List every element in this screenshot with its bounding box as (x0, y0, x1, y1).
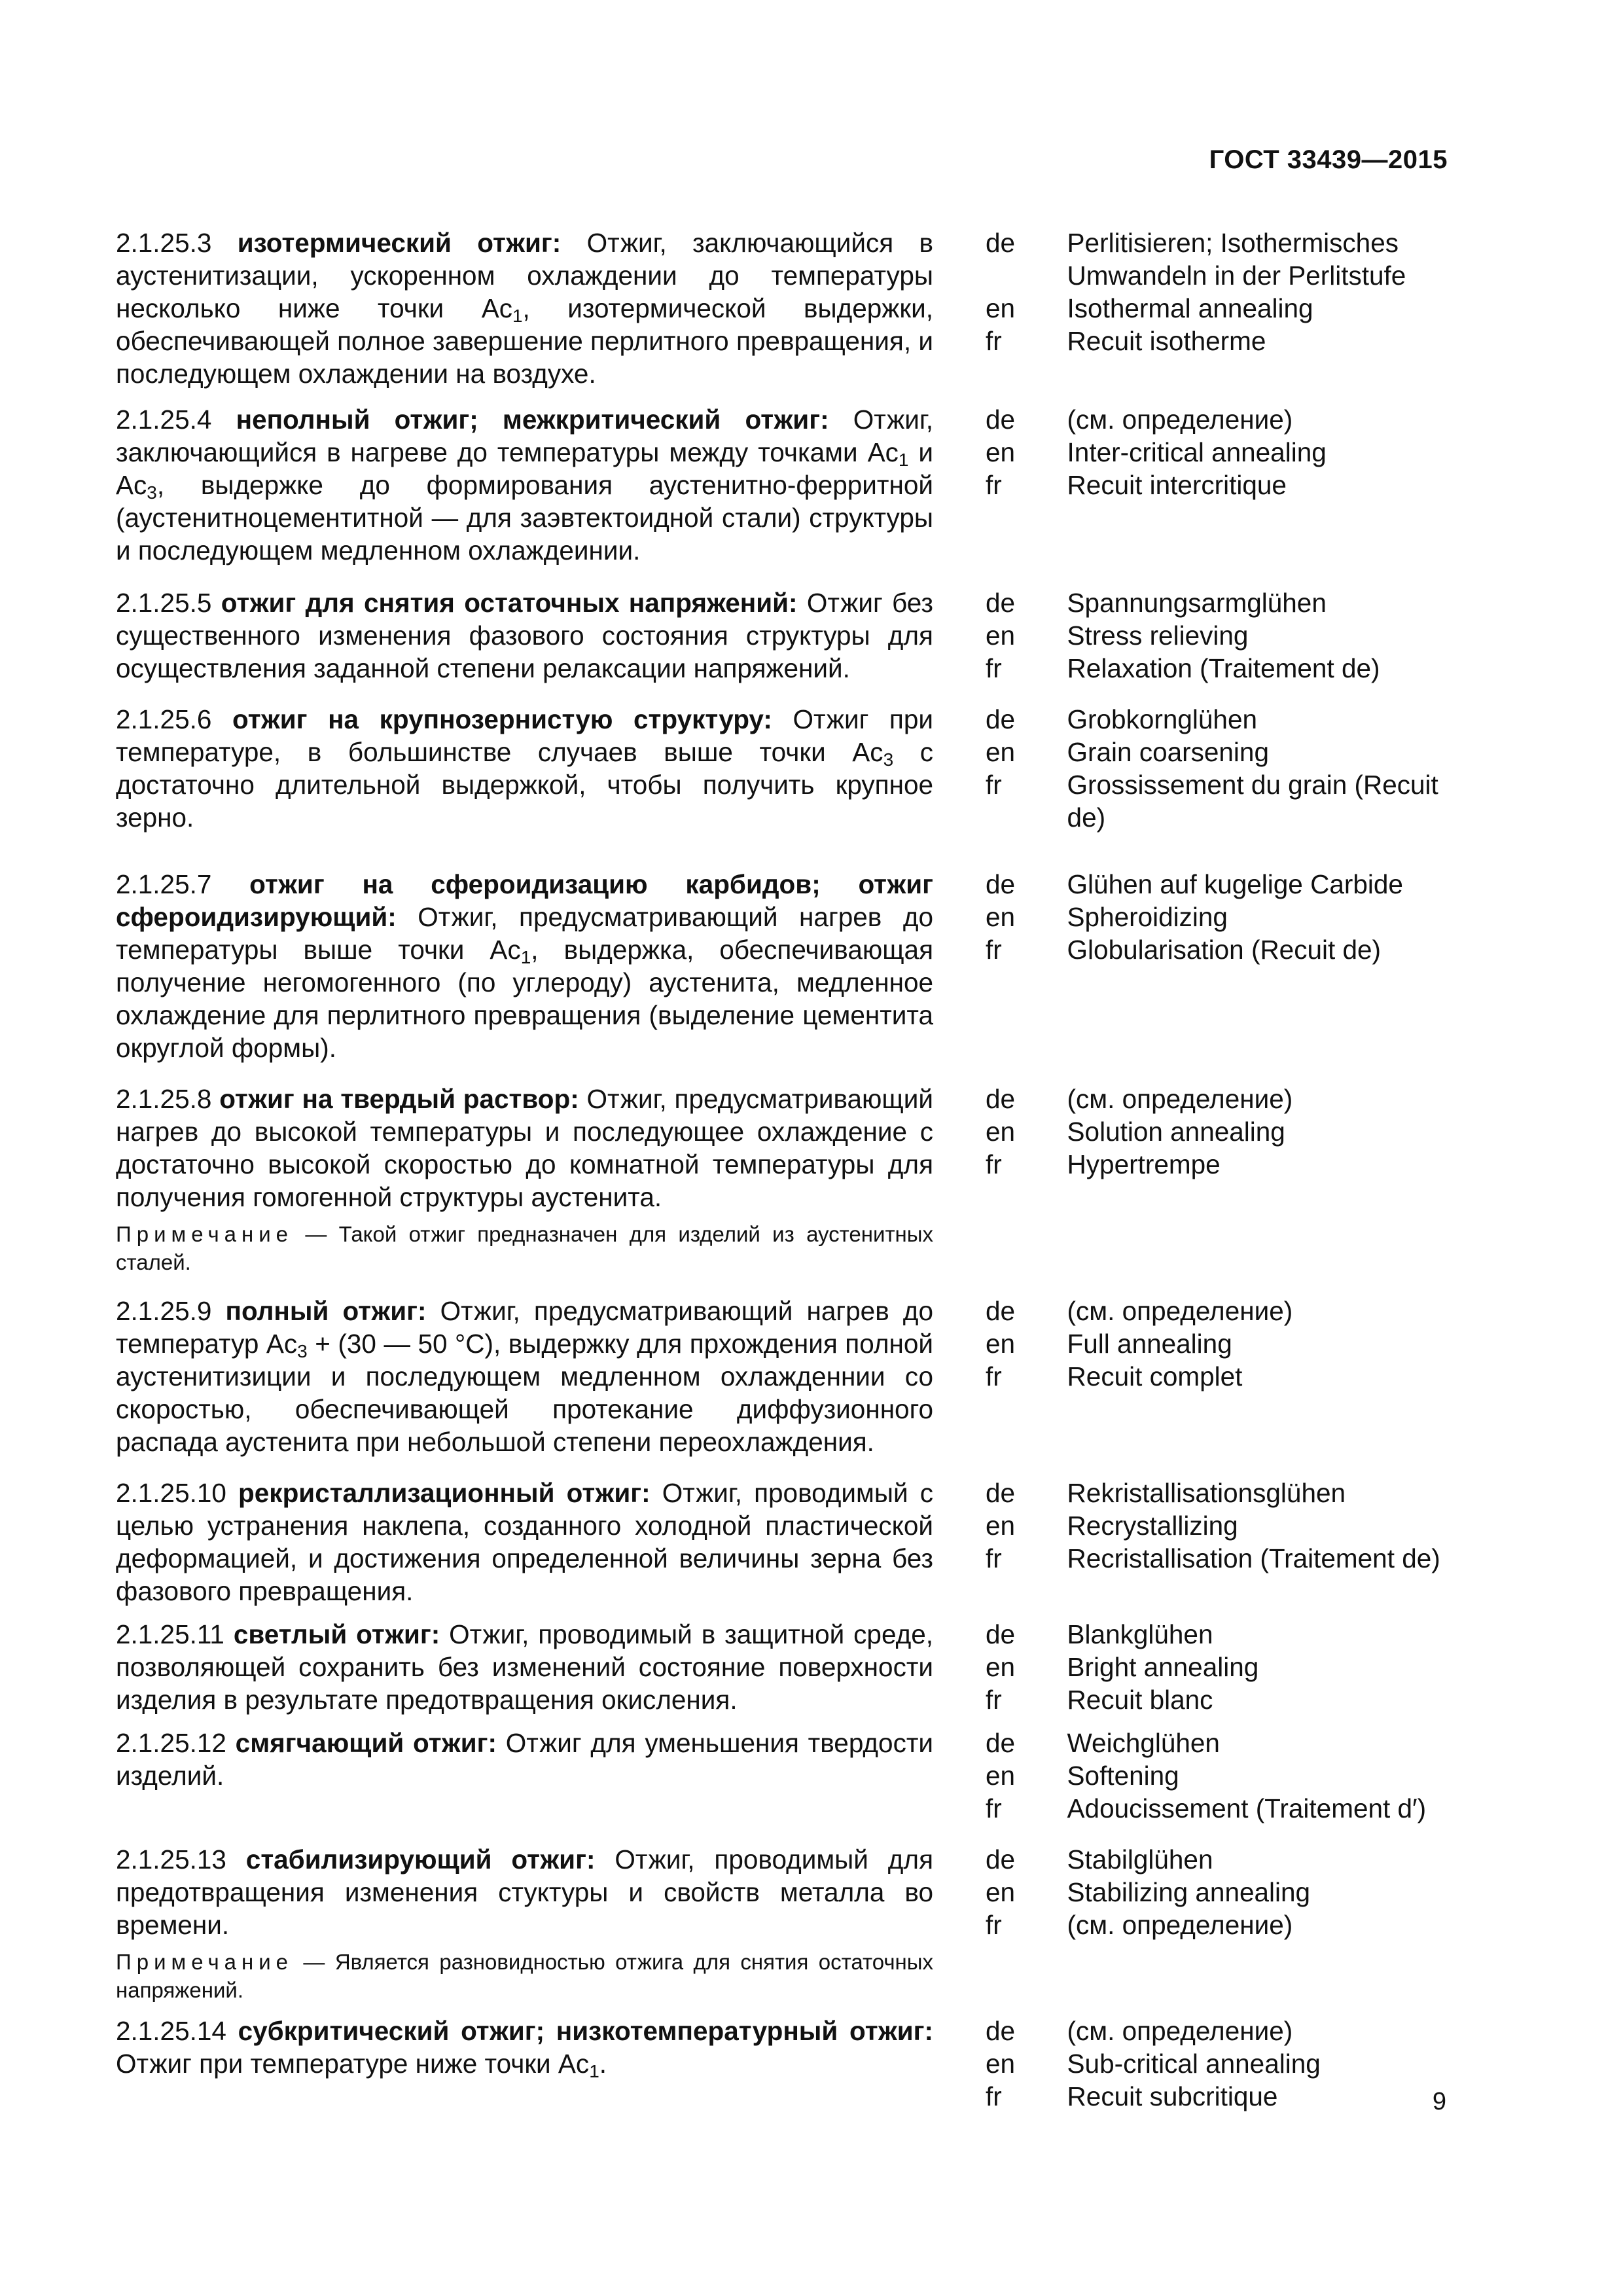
foreign-equivalents (1067, 586, 1444, 685)
language-code: fr (986, 1685, 1002, 1715)
equivalent-term: Grobkornglühen (1067, 704, 1257, 734)
note (116, 1948, 933, 2004)
term-entry-2-1-25-4 (116, 403, 1444, 567)
language-code: en (986, 1117, 1016, 1147)
language-codes (986, 703, 1041, 801)
language-codes (986, 1295, 1041, 1393)
entry-number: 2.1.25.9 (116, 1296, 212, 1326)
language-code: de (986, 1296, 1016, 1326)
equivalent-term: Stabilizing annealing (1067, 1877, 1311, 1907)
definition-text: Отжиг, предусматривающий нагрев до температуры выше точки Ac (116, 902, 933, 965)
language-code: fr (986, 1793, 1002, 1823)
equivalent-term: (см. определение) (1067, 404, 1293, 435)
equivalent-term: Spheroidizing (1067, 902, 1228, 932)
entry-number: 2.1.25.5 (116, 588, 212, 618)
foreign-equivalents (1067, 868, 1444, 966)
equivalent-term: (см. определение) (1067, 1084, 1293, 1114)
equivalent-term: Softening (1067, 1761, 1179, 1791)
equivalent-term: Globularisation (Recuit de) (1067, 935, 1382, 965)
subscript: 3 (147, 482, 157, 503)
language-code: de (986, 404, 1016, 435)
term-name: субкритический отжиг; низкотемпературный отжиг: (238, 2016, 933, 2046)
language-codes (986, 586, 1041, 685)
equivalent-term: Adoucissement (Traitement d′) (1067, 1793, 1427, 1823)
definition-text: Отжиг, заключающийся в аустенитизации, ускоренном охлаждении до температуры несколько ниже точки Ac (116, 228, 933, 323)
term-entry-2-1-25-12 (116, 1727, 1444, 1825)
subscript: 1 (589, 2061, 599, 2081)
equivalent-term: Spannungsarmglühen (1067, 588, 1327, 618)
term-entry-2-1-25-3 (116, 226, 1444, 390)
language-code: de (986, 1844, 1016, 1874)
definition (116, 1843, 933, 2004)
definition (116, 2015, 933, 2080)
language-code: en (986, 902, 1016, 932)
subscript: 1 (520, 947, 531, 967)
definition-text: с достаточно длительной выдержкой, чтобы получить крупное зерно. (116, 737, 933, 833)
language-codes (986, 403, 1041, 501)
equivalent-term: (см. определение) (1067, 1296, 1293, 1326)
definition (116, 868, 933, 1064)
language-code: de (986, 869, 1016, 899)
language-code: de (986, 588, 1016, 618)
language-code: de (986, 1084, 1016, 1114)
equivalent-term: Relaxation (Traitement de) (1067, 653, 1380, 683)
definition-text: Отжиг без существенного изменения фазового состояния структуры для осуществления заданной степени релаксации напряжений. (116, 588, 933, 683)
term-name: смягчающий отжиг: (235, 1728, 497, 1758)
language-code: fr (986, 1543, 1002, 1573)
foreign-equivalents (1067, 1295, 1444, 1393)
language-code: en (986, 1511, 1016, 1541)
entry-number: 2.1.25.11 (116, 1619, 224, 1649)
language-code: en (986, 737, 1016, 767)
equivalent-term: Recuit isotherme (1067, 326, 1266, 356)
definition-text: Отжиг, проводимый в защитной среде, позволяющей сохранить без изменений состояние поверхности изделия в результате предотвращения окисления. (116, 1619, 933, 1715)
note-text: — Такой отжиг предназначен для изделий из аустенитных сталей. (116, 1222, 933, 1274)
language-code: en (986, 2049, 1016, 2079)
language-code: fr (986, 326, 1002, 356)
term-entry-2-1-25-6 (116, 703, 1444, 834)
equivalent-term: Perlitisieren; Isothermisches (1067, 228, 1399, 258)
foreign-equivalents (1067, 226, 1444, 357)
language-code: en (986, 1652, 1016, 1682)
subscript: 3 (297, 1341, 308, 1361)
term-entry-2-1-25-13 (116, 1843, 1444, 2004)
foreign-equivalents (1067, 2015, 1444, 2113)
note-label: Примечание (116, 1950, 294, 1974)
term-entries (116, 226, 1444, 2113)
equivalent-term: Full annealing (1067, 1329, 1232, 1359)
foreign-equivalents (1067, 403, 1444, 501)
equivalent-term: Umwandeln in der Perlitstufe (1067, 260, 1406, 291)
note (116, 1220, 933, 1276)
language-code: de (986, 1619, 1016, 1649)
equivalent-term: (см. определение) (1067, 1910, 1293, 1940)
note-text: — Является разновидностью отжига для снятия остаточных напряжений. (116, 1950, 933, 2002)
entry-number: 2.1.25.4 (116, 404, 212, 435)
definition (116, 403, 933, 567)
entry-number: 2.1.25.8 (116, 1084, 212, 1114)
language-code: de (986, 228, 1016, 258)
entry-number: 2.1.25.13 (116, 1844, 226, 1874)
language-codes (986, 1618, 1041, 1716)
language-codes (986, 1477, 1041, 1575)
language-codes (986, 1727, 1041, 1825)
definition (116, 1477, 933, 1607)
term-name: полный отжиг: (225, 1296, 427, 1326)
term-name: рекристаллизационный отжиг: (238, 1478, 651, 1508)
definition-text: Отжиг для уменьшения твердости изделий. (116, 1728, 933, 1791)
language-code: fr (986, 470, 1002, 500)
entry-number: 2.1.25.14 (116, 2016, 226, 2046)
term-entry-2-1-25-9 (116, 1295, 1444, 1458)
note-label: Примечание (116, 1222, 294, 1246)
term-entry-2-1-25-11 (116, 1618, 1444, 1716)
document-header: ГОСТ 33439—2015 (1209, 145, 1448, 174)
definition (116, 1083, 933, 1276)
language-code: de (986, 2016, 1016, 2046)
term-name: стабилизирующий отжиг: (245, 1844, 596, 1874)
entry-number: 2.1.25.7 (116, 869, 212, 899)
equivalent-term: Bright annealing (1067, 1652, 1259, 1682)
language-codes (986, 226, 1041, 357)
equivalent-term: (см. определение) (1067, 2016, 1293, 2046)
language-code: fr (986, 935, 1002, 965)
definition-text: Отжиг, предусматривающий нагрев до высокой температуры и последующее охлаждение с достаточно высокой скоростью до комнатной температуры для получения гомогенной структуры аустенита. (116, 1084, 933, 1212)
language-codes (986, 1843, 1041, 1941)
language-code: fr (986, 770, 1002, 800)
language-codes (986, 2015, 1041, 2113)
term-name: неполный отжиг; межкритический отжиг: (236, 404, 829, 435)
equivalent-term: Recuit intercritique (1067, 470, 1287, 500)
definition-text: . (599, 2049, 607, 2079)
equivalent-term: Sub-critical annealing (1067, 2049, 1321, 2079)
term-name: светлый отжиг: (233, 1619, 440, 1649)
equivalent-term: Recristallisation (Traitement de) (1067, 1543, 1440, 1573)
language-code: de (986, 1478, 1016, 1508)
foreign-equivalents (1067, 1083, 1444, 1181)
language-code: fr (986, 1361, 1002, 1391)
term-entry-2-1-25-14 (116, 2015, 1444, 2113)
definition-text: + (30 — 50 °C), выдержку для прхождения полной аустенитизиции и последующем медленном охлажденнии со скоростью, обеспечивающей протекание диффузионного распада аустенита при небольшой степени переохлаждения. (116, 1329, 933, 1457)
definition-text: Отжиг при температуре ниже точки Ac (116, 2049, 590, 2079)
term-name: отжиг на крупнозернистую структуру: (232, 704, 772, 734)
term-name: отжиг на сфероидизацию карбидов; отжиг сфероидизирующий: (116, 869, 933, 932)
definition-text: Отжиг при температуре, в большинстве случаев выше точки Ac (116, 704, 934, 767)
definition-text: , выдержка, обеспечивающая получение негомогенного (по углероду) аустенита, медленное охлаждение для перлитного превращения (выделение цементита округлой формы). (116, 935, 933, 1063)
equivalent-term: Recuit complet (1067, 1361, 1243, 1391)
entry-number: 2.1.25.12 (116, 1728, 226, 1758)
subscript: 1 (512, 306, 523, 326)
language-code: en (986, 1329, 1016, 1359)
definition-text: , изотермической выдержки, обеспечивающей полное завершение перлитного превращения, и последующем охлаждении на воздухе. (116, 293, 933, 389)
equivalent-term: Glühen auf kugelige Carbide (1067, 869, 1403, 899)
definition (116, 1618, 933, 1716)
definition-text: , выдержке до формирования аустенитно-ферритной (аустенитноцементитной — для заэвтектоидной стали) структуры и последующем медленном охлаждеинии. (116, 470, 933, 565)
foreign-equivalents (1067, 1843, 1444, 1941)
equivalent-term: Grain coarsening (1067, 737, 1269, 767)
term-entry-2-1-25-10 (116, 1477, 1444, 1607)
language-codes (986, 868, 1041, 966)
definition (116, 1295, 933, 1458)
equivalent-term: Isothermal annealing (1067, 293, 1313, 323)
equivalent-term: Grossissement du grain (Recuit de) (1067, 770, 1438, 833)
page-number: 9 (1432, 2088, 1446, 2115)
language-codes (986, 1083, 1041, 1181)
definition (116, 226, 933, 390)
equivalent-term: Blankglühen (1067, 1619, 1213, 1649)
term-entry-2-1-25-8 (116, 1083, 1444, 1276)
entry-number: 2.1.25.3 (116, 228, 212, 258)
equivalent-term: Hypertrempe (1067, 1149, 1221, 1179)
language-code: de (986, 704, 1016, 734)
definition (116, 1727, 933, 1792)
foreign-equivalents (1067, 1618, 1444, 1716)
equivalent-term: Stress relieving (1067, 620, 1249, 651)
language-code (986, 259, 1041, 292)
subscript: 1 (898, 450, 909, 470)
language-code: fr (986, 1149, 1002, 1179)
equivalent-term: Inter-critical annealing (1067, 437, 1327, 467)
term-entry-2-1-25-5 (116, 586, 1444, 685)
definition-text: Отжиг, проводимый с целью устранения наклепа, созданного холодной пластической деформацией, и достижения определенной величины зерна без фазового превращения. (116, 1478, 933, 1606)
equivalent-term: Solution annealing (1067, 1117, 1285, 1147)
entry-number: 2.1.25.6 (116, 704, 212, 734)
equivalent-term: Stabilglühen (1067, 1844, 1213, 1874)
language-code: en (986, 1761, 1016, 1791)
language-code: fr (986, 1910, 1002, 1940)
language-code: fr (986, 653, 1002, 683)
foreign-equivalents (1067, 1727, 1444, 1825)
equivalent-term: Weichglühen (1067, 1728, 1220, 1758)
definition-text: и Ac (116, 437, 933, 500)
language-code: en (986, 1877, 1016, 1907)
definition-text: Отжиг, предусматривающий нагрев до температур Ac (116, 1296, 933, 1359)
term-entry-2-1-25-7 (116, 868, 1444, 1064)
definition (116, 586, 933, 685)
subscript: 3 (883, 749, 894, 770)
term-name: отжиг для снятия остаточных напряжений: (221, 588, 798, 618)
foreign-equivalents (1067, 703, 1444, 834)
equivalent-term: Recrystallizing (1067, 1511, 1238, 1541)
language-code: en (986, 620, 1016, 651)
language-code: en (986, 293, 1016, 323)
equivalent-term: Rekristallisationsglühen (1067, 1478, 1346, 1508)
language-code: fr (986, 2081, 1002, 2111)
definition-text: Отжиг, проводимый для предотвращения изменения стуктуры и свойств металла во времени. (116, 1844, 933, 1940)
equivalent-term: Recuit blanc (1067, 1685, 1213, 1715)
language-code: en (986, 437, 1016, 467)
language-code: de (986, 1728, 1016, 1758)
equivalent-term: Recuit subcritique (1067, 2081, 1278, 2111)
foreign-equivalents (1067, 1477, 1444, 1575)
definition-text: Отжиг, заключающийся в нагреве до температуры между точками Ac (116, 404, 933, 467)
term-name: изотермический отжиг: (237, 228, 562, 258)
term-name: отжиг на твердый раствор: (219, 1084, 579, 1114)
definition (116, 703, 933, 834)
entry-number: 2.1.25.10 (116, 1478, 226, 1508)
